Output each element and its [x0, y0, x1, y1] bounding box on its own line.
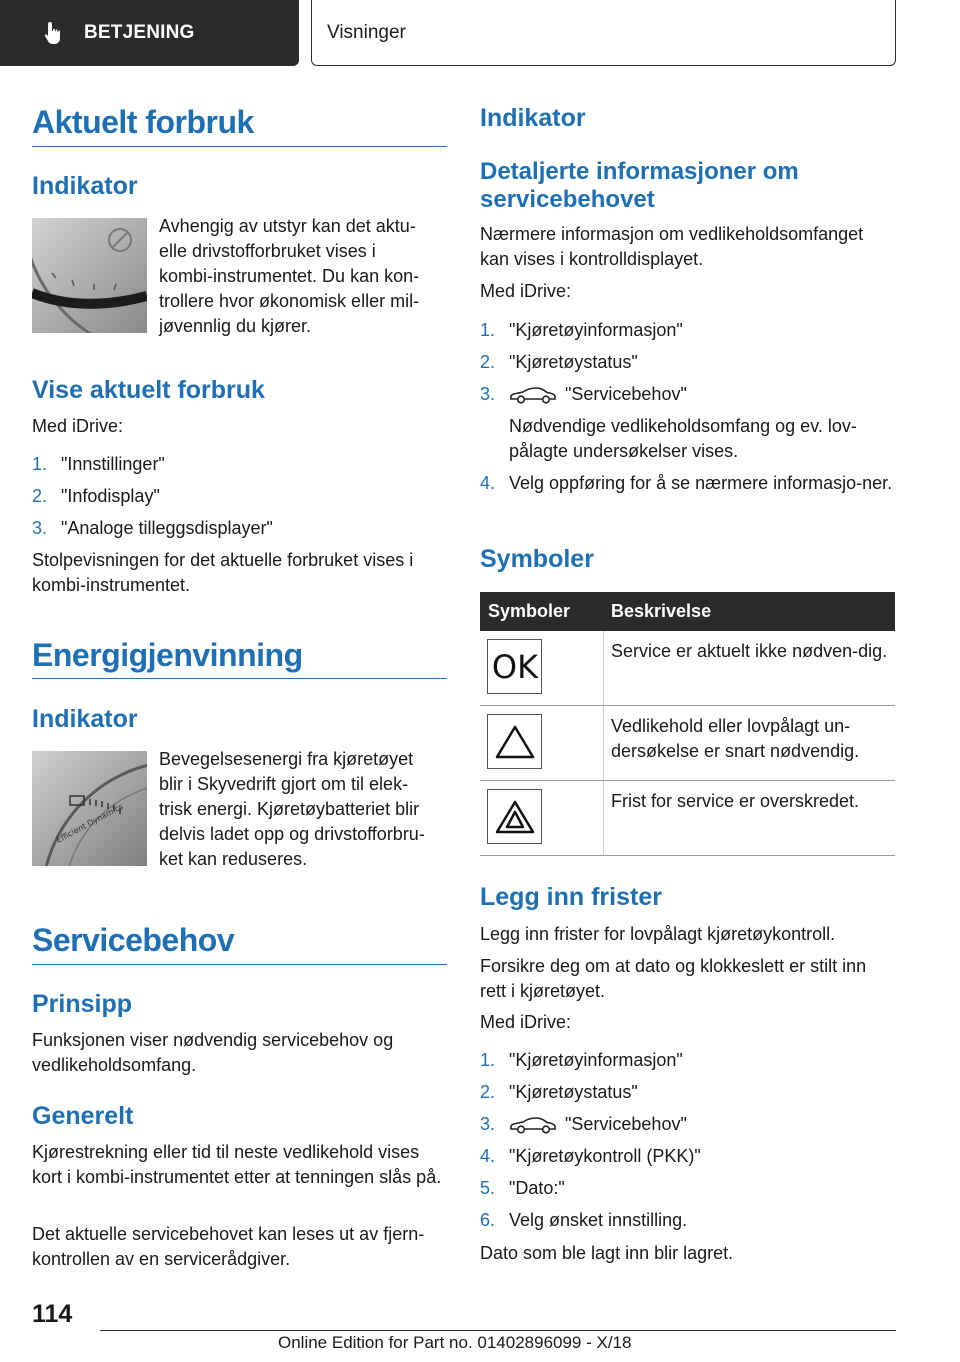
ok-icon	[487, 639, 542, 694]
heading-symboler: Symboler	[480, 545, 594, 573]
table-row: OK Service er aktuelt ikke nødven-dig.	[480, 631, 895, 706]
title-rule	[32, 146, 447, 147]
list-item: 6. Velg ønsket innstilling.	[480, 1210, 688, 1230]
page-number: 114	[32, 1300, 73, 1328]
heading-indikator-right: Indikator	[480, 104, 586, 132]
generelt-text-1: Kjørestrekning eller tid til neste vedlikehold vises kort i kombi-instrumentet etter at tenningen slås på.	[32, 1142, 442, 1187]
svg-text:Efficient Dynamics: Efficient Dynamics	[54, 801, 125, 845]
list-item: 1. "Kjøretøyinformasjon"	[480, 1050, 683, 1070]
title-energigjenvinning: Energigjenvinning	[32, 637, 303, 673]
hazard-triangle-icon	[487, 789, 542, 844]
heading-indikator-1: Indikator	[32, 172, 138, 200]
detaljerte-text: Nærmere informasjon om vedlikeholdsomfanget kan vises i kontrolldisplayet.	[480, 224, 864, 269]
list-item: 4. "Kjøretøykontroll (PKK)"	[480, 1146, 701, 1166]
chapter-label: Visninger	[327, 21, 406, 43]
table-header: Symboler Beskrivelse	[480, 592, 895, 631]
hand-pointer-icon	[42, 20, 66, 46]
symbols-table	[480, 592, 895, 856]
svg-text:OK: OK	[491, 648, 538, 685]
list-item: 2. "Kjøretøystatus"	[480, 352, 638, 372]
footer-edition: Online Edition for Part no. 01402896099 - X/18	[278, 1333, 632, 1352]
list-item: 4. Velg oppføring for å se nærmere informasjo-ner.	[480, 473, 893, 493]
detaljerte-intro: Med iDrive:	[480, 281, 572, 301]
frister-text-2: Forsikre deg om at dato og klokkeslett er stilt inn rett i kjøretøyet.	[480, 956, 867, 1001]
chapter-tab	[311, 0, 896, 66]
frister-outro: Dato som ble lagt inn blir lagret.	[480, 1243, 734, 1263]
consumption-gauge-image	[32, 218, 147, 333]
car-icon	[509, 1115, 557, 1135]
indikator-1-text: Avhengig av utstyr kan det aktu- elle drivstofforbruket vises i kombi-instrumentet. Du kan kon- trollere hvor økonomisk eller mil- jøvennlig du kjører.	[159, 216, 420, 336]
title-rule	[32, 678, 447, 679]
heading-detaljerte: Detaljerte informasjoner om servicebehovet	[480, 158, 799, 213]
section-tab	[0, 0, 299, 66]
warning-triangle-icon	[487, 714, 542, 769]
title-aktuelt-forbruk: Aktuelt forbruk	[32, 104, 254, 140]
vise-intro: Med iDrive:	[32, 416, 124, 436]
section-label: BETJENING	[84, 22, 195, 43]
list-item: 3. "Analoge tilleggsdisplayer"	[32, 518, 273, 538]
title-rule	[32, 964, 447, 965]
vise-steps	[32, 452, 447, 548]
table-row: Vedlikehold eller lovpålagt un-dersøkelse er snart nødvendig.	[480, 706, 895, 781]
recuperation-gauge-image	[32, 751, 147, 866]
car-icon	[509, 385, 557, 405]
list-item: 2. "Kjøretøystatus"	[480, 1082, 638, 1102]
list-item: 3. "Servicebehov" Nødvendige vedlikeholdsomfang og ev. lov-pålagte undersøkelser vises.	[480, 384, 857, 461]
frister-intro: Med iDrive:	[480, 1012, 572, 1032]
generelt-text-2: Det aktuelle servicebehovet kan leses ut av fjern-kontrollen av en servicerådgiver.	[32, 1224, 425, 1269]
footer-rule	[100, 1330, 896, 1331]
vise-note: Stolpevisningen for det aktuelle forbruket vises i kombi-instrumentet.	[32, 550, 414, 595]
heading-prinsipp: Prinsipp	[32, 990, 133, 1018]
frister-steps	[480, 1048, 895, 1240]
heading-legg-inn-frister: Legg inn frister	[480, 883, 662, 911]
title-servicebehov: Servicebehov	[32, 922, 235, 958]
prinsipp-text: Funksjonen viser nødvendig servicebehov og vedlikeholdsomfang.	[32, 1030, 394, 1075]
detaljerte-steps	[480, 318, 895, 503]
heading-vise-aktuelt-forbruk: Vise aktuelt forbruk	[32, 376, 265, 404]
list-item: 2. "Infodisplay"	[32, 486, 160, 506]
list-item: 1. "Innstillinger"	[32, 454, 165, 474]
list-item: 5. "Dato:"	[480, 1178, 565, 1198]
indikator-2-text: Bevegelsesenergi fra kjøretøyet blir i Skyvedrift gjort om til elek- trisk energi. Kjøretøybatteriet blir delvis ladet opp og drivstofforbru- ket kan reduseres.	[159, 749, 425, 869]
heading-indikator-2: Indikator	[32, 705, 138, 733]
table-row: Frist for service er overskredet.	[480, 781, 895, 856]
list-item: 1. "Kjøretøyinformasjon"	[480, 320, 683, 340]
list-item: 3. "Servicebehov"	[480, 1114, 687, 1134]
heading-generelt: Generelt	[32, 1102, 134, 1130]
frister-text-1: Legg inn frister for lovpålagt kjøretøykontroll.	[480, 924, 836, 944]
